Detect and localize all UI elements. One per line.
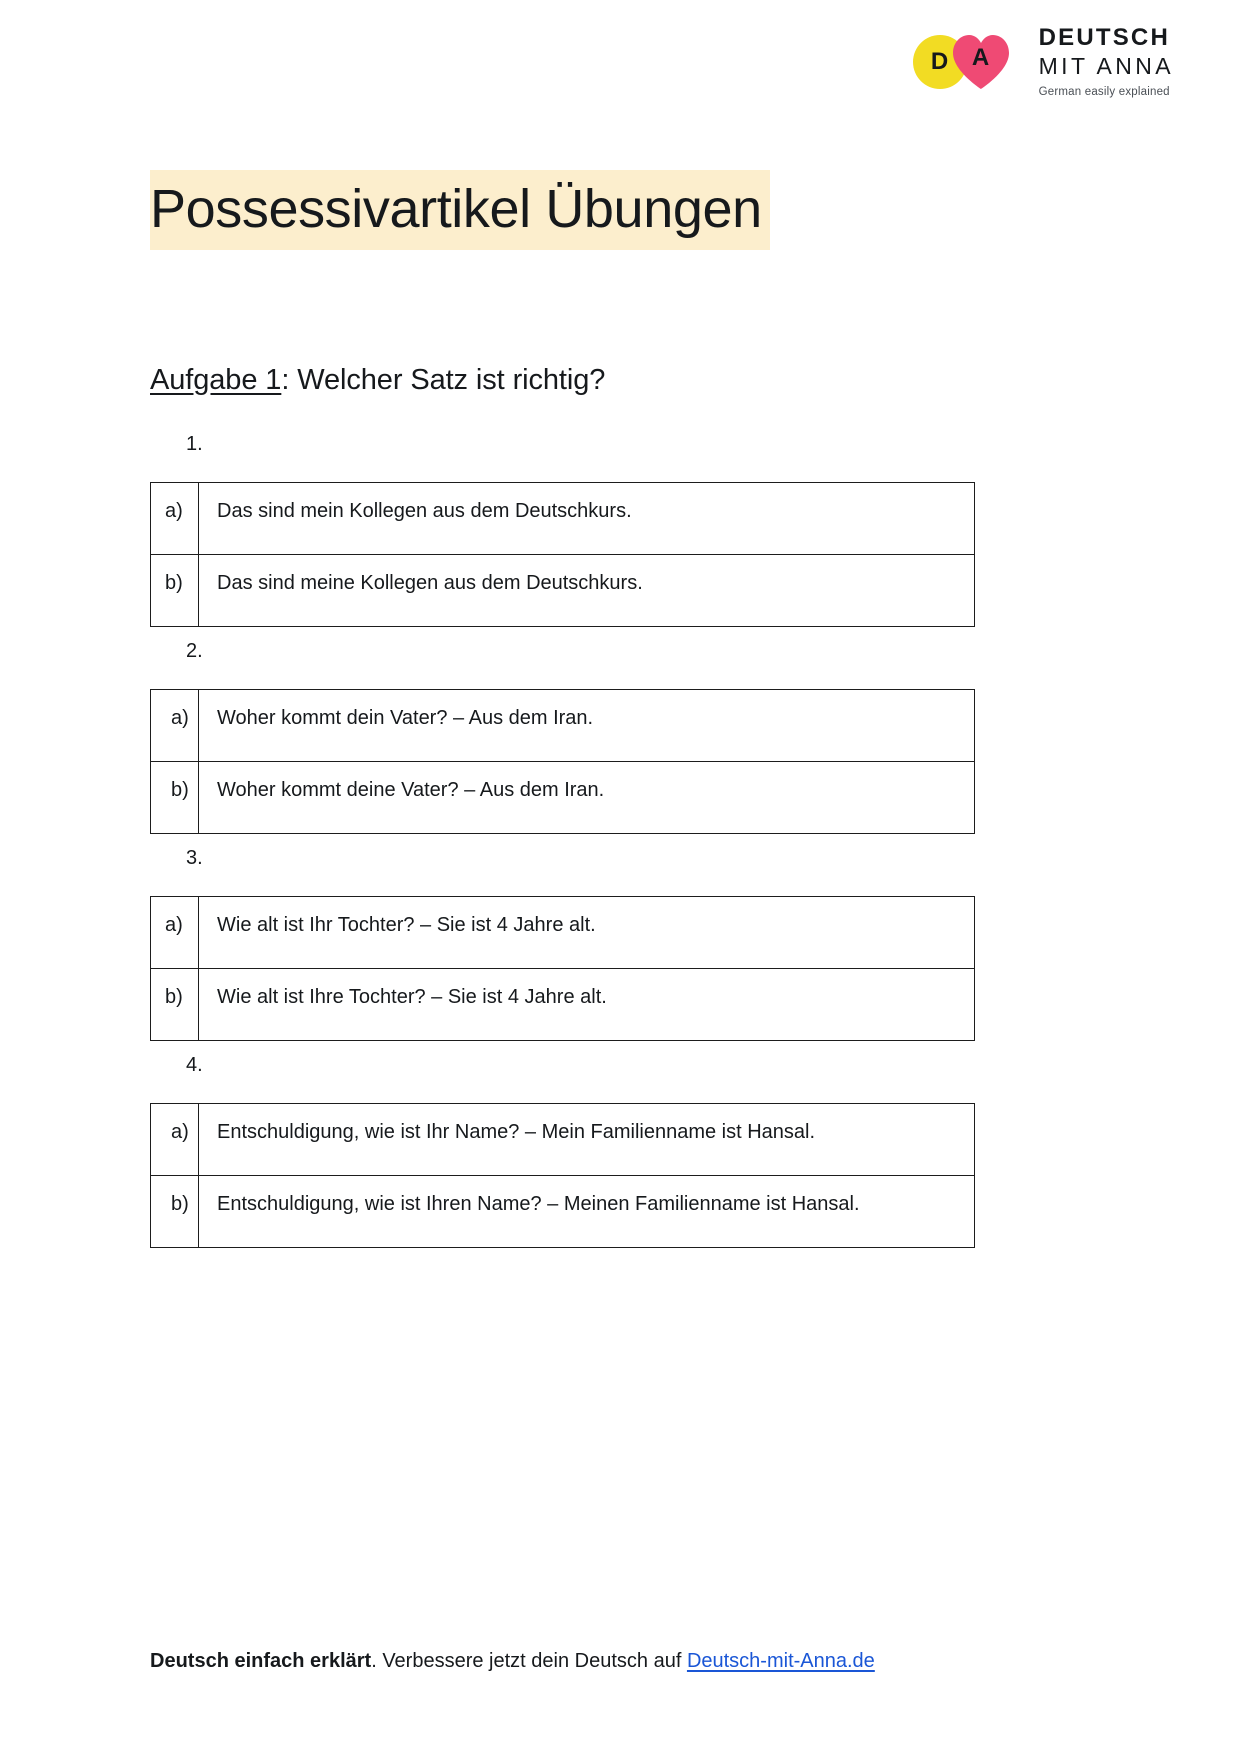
logo-heart-letter: A xyxy=(971,44,990,72)
option-label: b) xyxy=(151,555,199,627)
option-label: b) xyxy=(151,1176,199,1248)
table-row[interactable] xyxy=(151,555,975,627)
option-label: a) xyxy=(151,690,199,762)
table-row[interactable] xyxy=(151,762,975,834)
page-title-wrap xyxy=(150,170,770,250)
task-question: : Welcher Satz ist richtig? xyxy=(281,364,606,396)
answer-table xyxy=(150,689,975,834)
task-heading xyxy=(150,362,605,400)
brand-name-line1: DEUTSCH xyxy=(1038,24,1170,51)
table-row[interactable] xyxy=(151,897,975,969)
question-block xyxy=(0,420,1242,627)
option-text: Woher kommt dein Vater? – Aus dem Iran. xyxy=(199,690,975,762)
question-block xyxy=(0,627,1242,834)
website-link[interactable]: Deutsch-mit-Anna.de xyxy=(686,1650,875,1672)
question-list xyxy=(0,420,1242,1248)
footer-bold-text: Deutsch einfach erklärt xyxy=(150,1650,372,1672)
brand-logo xyxy=(913,26,1174,99)
option-label: b) xyxy=(151,969,199,1041)
option-label: b) xyxy=(151,762,199,834)
option-label: a) xyxy=(151,1104,199,1176)
logo-mark xyxy=(913,31,1025,93)
option-label: a) xyxy=(151,483,199,555)
page-title: Possessivartikel Übungen xyxy=(150,170,770,250)
option-text: Entschuldigung, wie ist Ihr Name? – Mein Familienname ist Hansal. xyxy=(199,1104,975,1176)
option-text: Das sind meine Kollegen aus dem Deutschkurs. xyxy=(199,555,975,627)
footer-middle-text: . Verbessere jetzt dein Deutsch auf xyxy=(371,1650,687,1672)
option-text: Wie alt ist Ihre Tochter? – Sie ist 4 Jahre alt. xyxy=(199,969,975,1041)
answer-table xyxy=(150,896,975,1041)
footer xyxy=(150,1648,875,1674)
option-text: Das sind mein Kollegen aus dem Deutschkurs. xyxy=(199,483,975,555)
table-row[interactable] xyxy=(151,1104,975,1176)
task-label: Aufgabe 1 xyxy=(150,364,282,396)
logo-wordmark xyxy=(1039,26,1174,99)
table-row[interactable] xyxy=(151,1176,975,1248)
question-number: 2. xyxy=(186,640,203,662)
option-text: Entschuldigung, wie ist Ihren Name? – Meinen Familienname ist Hansal. xyxy=(199,1176,975,1248)
answer-table xyxy=(150,482,975,627)
question-number: 1. xyxy=(186,433,203,455)
question-block xyxy=(0,1041,1242,1248)
option-label: a) xyxy=(151,897,199,969)
table-row[interactable] xyxy=(151,690,975,762)
logo-heart-letter-a xyxy=(951,33,1011,91)
brand-name-line2: MIT ANNA xyxy=(1038,53,1174,79)
option-text: Wie alt ist Ihr Tochter? – Sie ist 4 Jahre alt. xyxy=(199,897,975,969)
logo-circle-letter: D xyxy=(930,48,949,76)
brand-tagline: German easily explained xyxy=(1038,86,1170,98)
option-text: Woher kommt deine Vater? – Aus dem Iran. xyxy=(199,762,975,834)
question-number: 3. xyxy=(186,847,203,869)
table-row[interactable] xyxy=(151,969,975,1041)
question-block xyxy=(0,834,1242,1041)
answer-table xyxy=(150,1103,975,1248)
table-row[interactable] xyxy=(151,483,975,555)
question-number: 4. xyxy=(186,1054,203,1076)
